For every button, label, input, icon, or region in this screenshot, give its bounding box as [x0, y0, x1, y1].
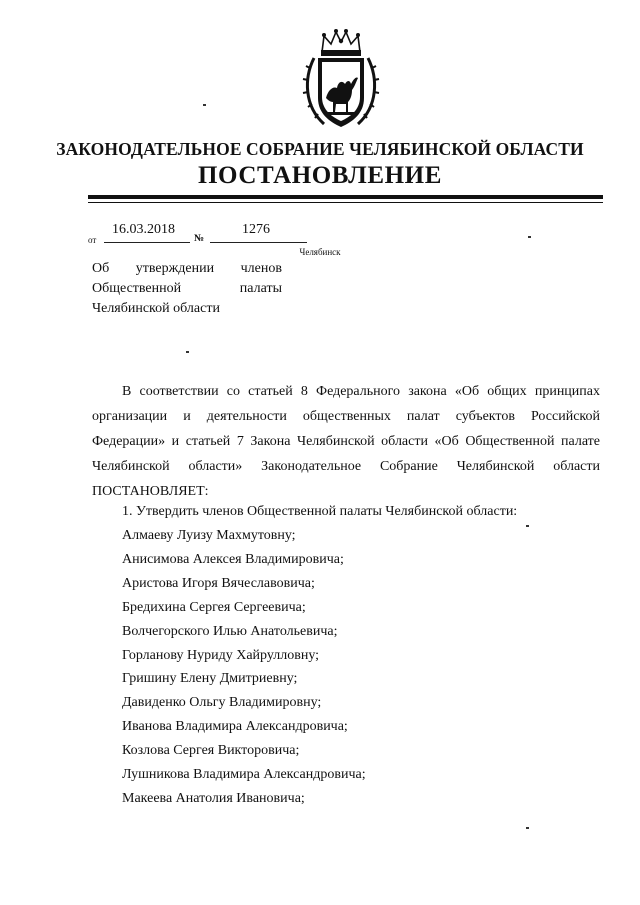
document-number: 1276	[242, 222, 270, 237]
member-item: Алмаеву Луизу Махмутовну;	[122, 528, 296, 543]
member-item: Аристова Игоря Вячеславовича;	[122, 575, 315, 591]
scan-speck	[526, 525, 529, 527]
date-underline	[104, 242, 190, 243]
header-rule-thin	[88, 202, 603, 203]
scan-speck	[526, 827, 529, 829]
member-item: Лушникова Владимира Александровича;	[122, 767, 366, 783]
number-label: №	[194, 233, 205, 244]
member-item: Иванова Владимира Александровича;	[122, 719, 348, 735]
preamble-paragraph: В соответствии со статьей 8 Федерального закона «Об общих принципах организации и деятельности общественных палат субъектов Российской Федерации» и статьей 7 Закона Челябинской области «Об Общественной палате Челябинской области» Законодательное Собрание Челябинской области ПОСТАНОВЛЯЕТ:	[92, 384, 600, 499]
organization-title: ЗАКОНОДАТЕЛЬНОЕ СОБРАНИЕ ЧЕЛЯБИНСКОЙ ОБЛАСТИ	[56, 139, 584, 159]
scan-speck	[186, 351, 189, 353]
document-date: 16.03.2018	[112, 222, 175, 237]
member-item: Волчегорского Илью Анатольевича;	[122, 623, 338, 639]
scan-speck	[528, 236, 531, 238]
point-1-heading: 1. Утвердить членов Общественной палаты Челябинской области:	[122, 504, 518, 519]
scan-speck	[203, 104, 206, 106]
member-item: Давиденко Ольгу Владимировну;	[122, 695, 322, 711]
coat-of-arms-emblem	[300, 28, 382, 132]
city-label: Челябинск	[299, 247, 341, 257]
members-list	[122, 524, 366, 811]
member-item: Макеева Анатолия Ивановича;	[122, 790, 305, 806]
member-item: Анисимова Алексея Владимировича;	[122, 551, 344, 567]
document-subject: Об утверждении членов Общественной палаты Челябинской области	[92, 261, 282, 316]
member-item: Бредихина Сергея Сергеевича;	[122, 599, 306, 615]
document-type-title: ПОСТАНОВЛЕНИЕ	[197, 162, 443, 189]
member-item: Гришину Елену Дмитриевну;	[122, 671, 298, 687]
number-underline	[210, 242, 307, 243]
member-item: Козлова Сергея Викторовича;	[122, 743, 300, 759]
date-prefix-label: от	[88, 235, 97, 245]
header-rule-thick	[88, 195, 603, 199]
member-item: Горланову Нуриду Хайрулловну;	[122, 647, 320, 663]
